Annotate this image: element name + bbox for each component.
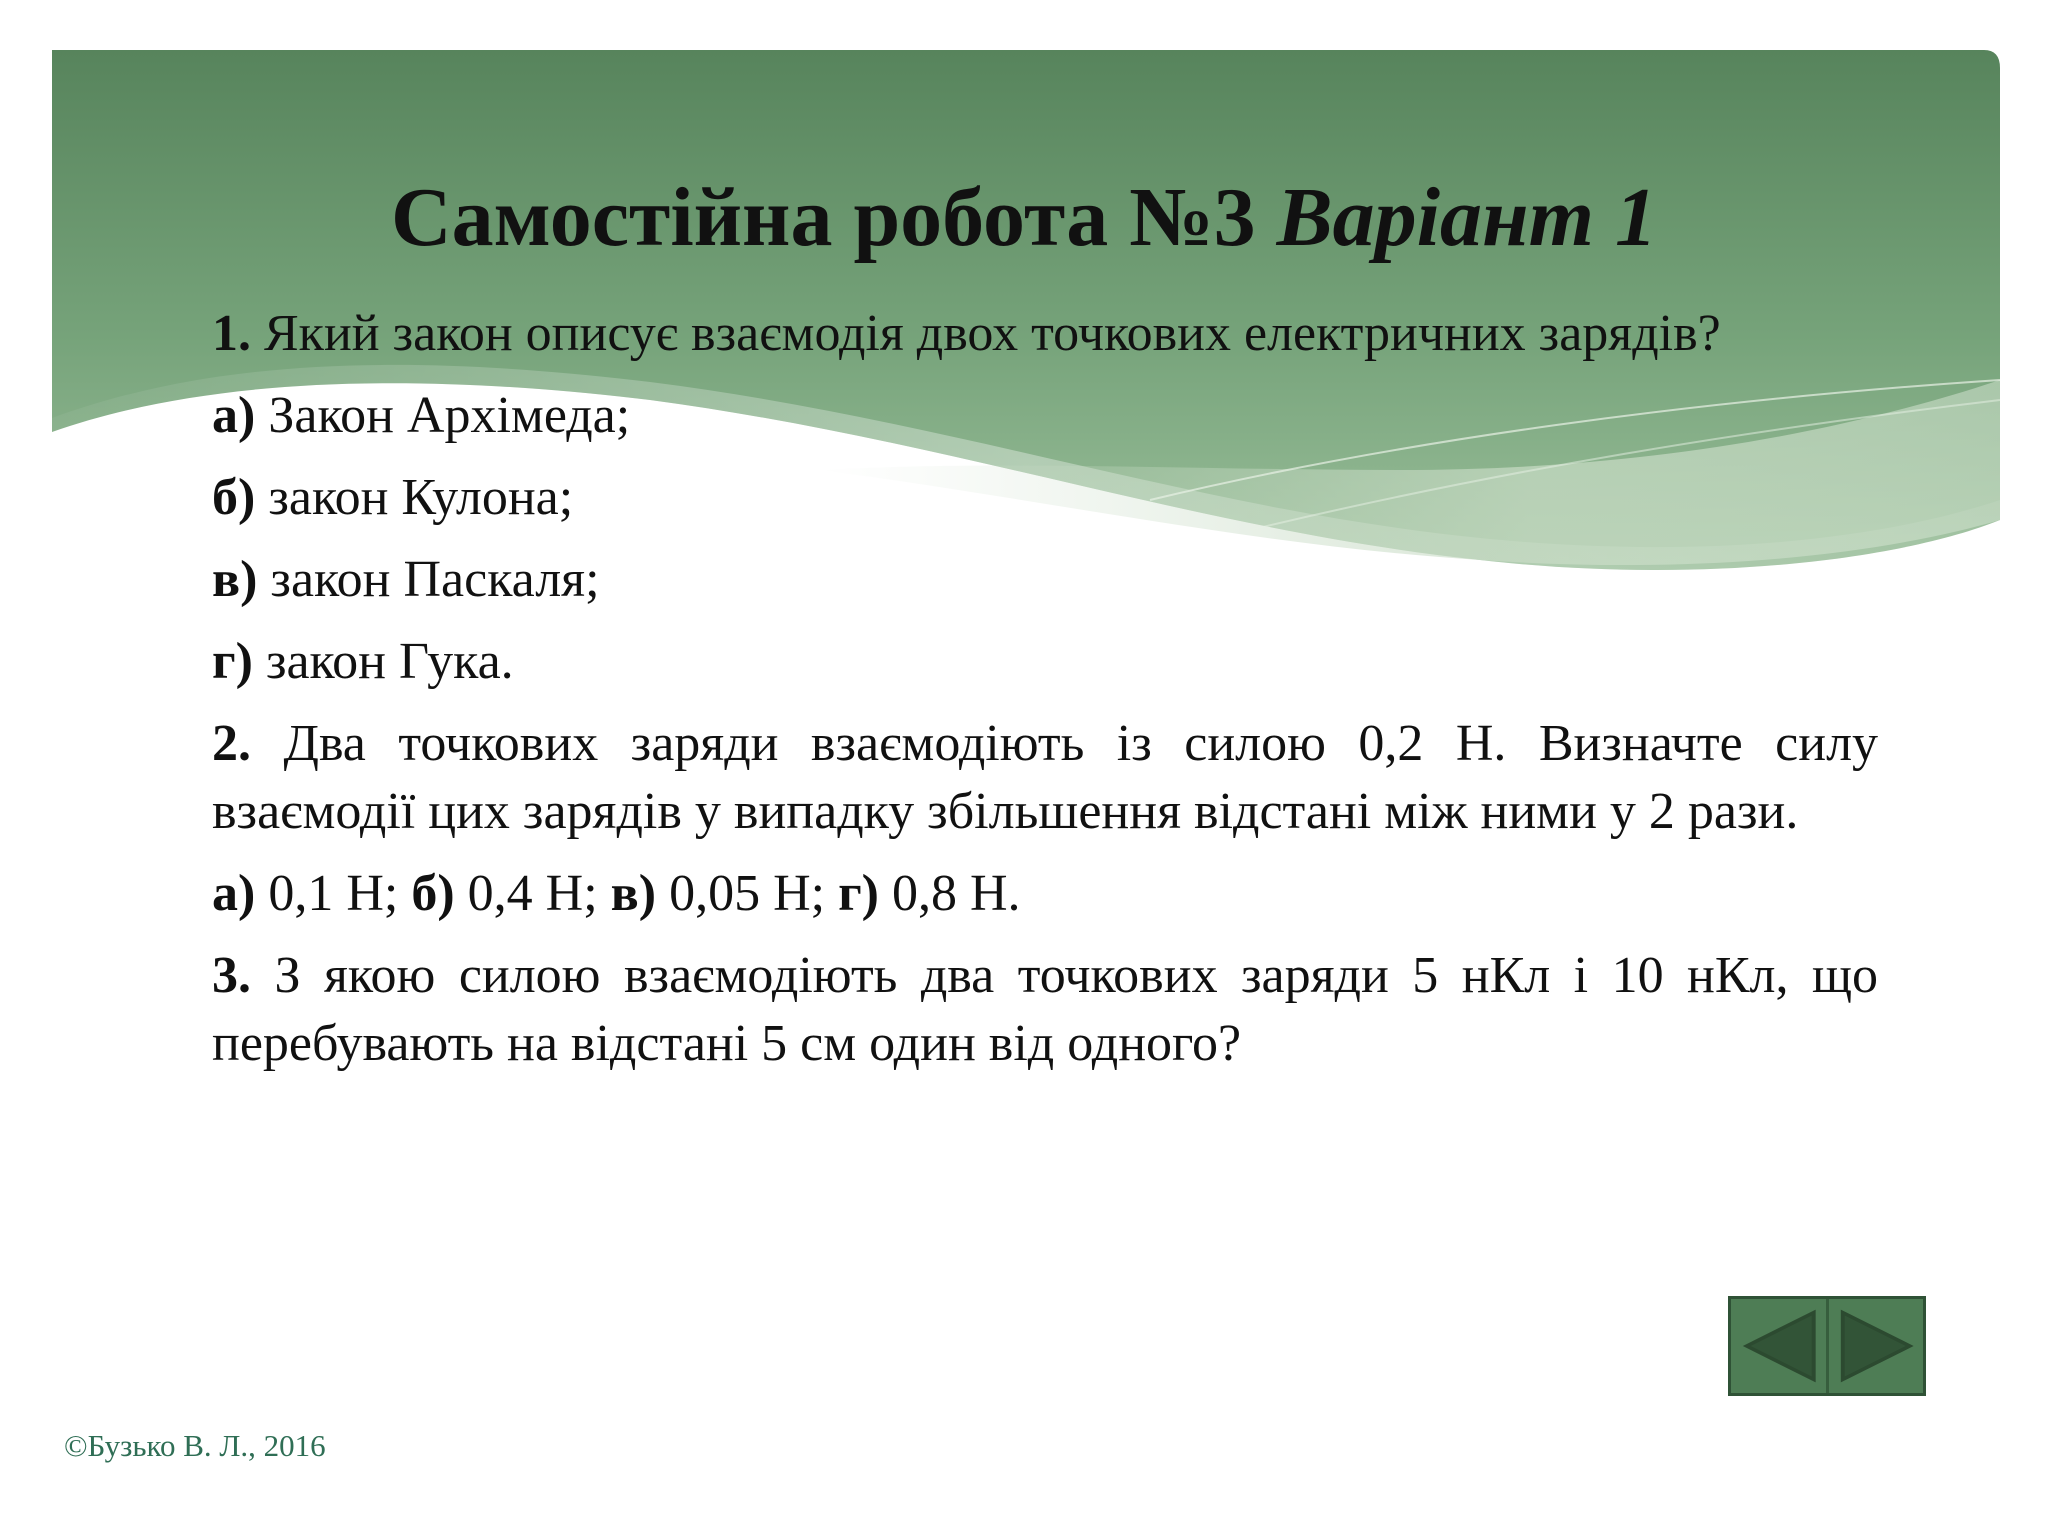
option-text: закон Гука. xyxy=(265,633,514,690)
option-text: Закон Архімеда; xyxy=(268,387,631,444)
question-2 xyxy=(212,710,1878,846)
option-text: 0,1 Н; xyxy=(268,865,399,922)
slide-content xyxy=(212,300,1878,1092)
option-text: 0,8 Н. xyxy=(892,865,1021,922)
answer-option xyxy=(212,628,1878,696)
slide-navigation xyxy=(1728,1296,1926,1396)
option-letter: г) xyxy=(838,865,879,922)
option-letter: б) xyxy=(411,865,455,922)
question-number: 2. xyxy=(212,715,251,772)
triangle-right-icon xyxy=(1829,1299,1924,1393)
option-text: 0,4 Н; xyxy=(467,865,598,922)
slide-title xyxy=(0,168,2048,268)
question-number: 1. xyxy=(212,305,251,362)
option-letter: в) xyxy=(610,865,657,922)
title-variant: Варіант 1 xyxy=(1276,171,1657,264)
option-text: закон Кулона; xyxy=(268,469,574,526)
triangle-left-icon xyxy=(1731,1299,1826,1393)
answer-option xyxy=(212,382,1878,450)
option-text: 0,05 Н; xyxy=(669,865,826,922)
answer-options-inline xyxy=(212,860,1878,928)
next-slide-button[interactable] xyxy=(1826,1299,1924,1393)
answer-option xyxy=(212,464,1878,532)
question-3 xyxy=(212,942,1878,1078)
question-number: 3. xyxy=(212,947,251,1004)
question-text: Два точкових заряди взаємодіють із силою 0,2 Н. Визначте силу взаємодії цих зарядів у випадку збільшення відстані між ними у 2 рази. xyxy=(212,715,1879,840)
option-letter: а) xyxy=(212,865,256,922)
question-1 xyxy=(212,300,1878,368)
option-letter: в) xyxy=(212,551,258,608)
answer-option xyxy=(212,546,1878,614)
previous-slide-button[interactable] xyxy=(1731,1299,1826,1393)
question-text: З якою силою взаємодіють два точкових заряди 5 нКл і 10 нКл, що перебувають на відстані 5 см один від одного? xyxy=(212,947,1879,1072)
option-letter: б) xyxy=(212,469,256,526)
option-letter: г) xyxy=(212,633,253,690)
question-text: Який закон описує взаємодія двох точкових електричних зарядів? xyxy=(264,305,1721,362)
option-letter: а) xyxy=(212,387,256,444)
title-main: Самостійна робота №3 xyxy=(391,171,1256,264)
option-text: закон Паскаля; xyxy=(270,551,600,608)
copyright-text: ©Бузько В. Л., 2016 xyxy=(64,1428,326,1463)
